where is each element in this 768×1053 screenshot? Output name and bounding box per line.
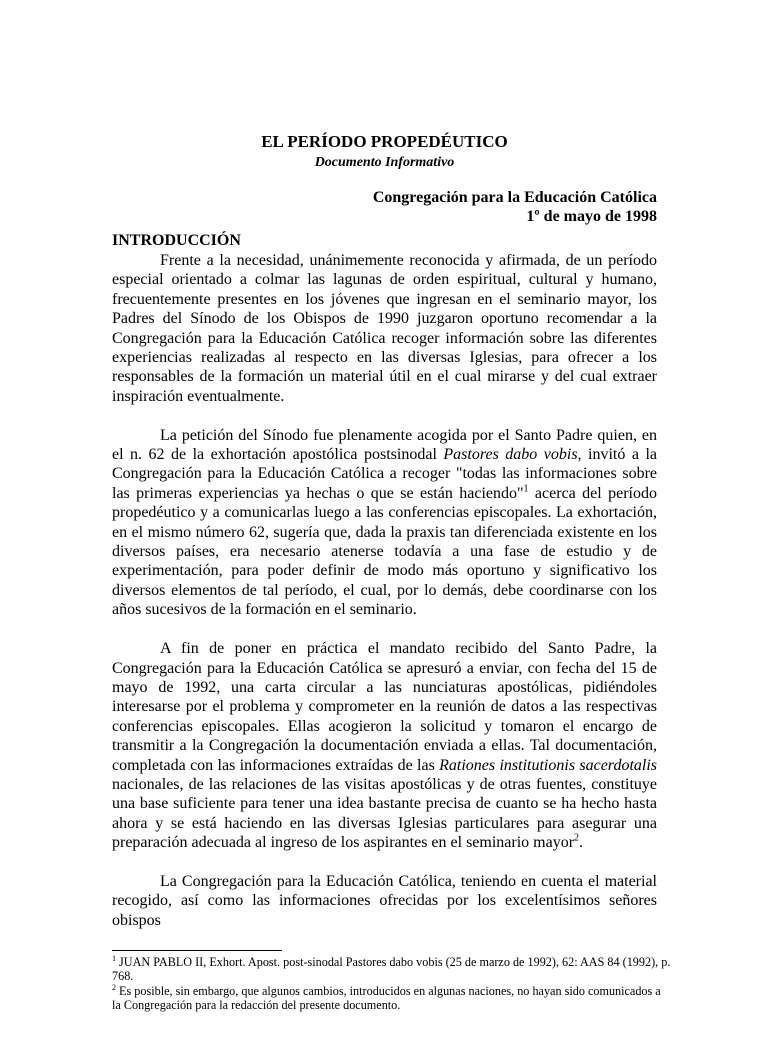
text: , invitó a la Congregación para la Educación Católica a recoger "todas las informaciones sobre las primeras experiencias ya hechas o que se están haciendo" [112, 446, 657, 502]
footnote-ref: 2 [574, 832, 580, 844]
footnote-ref: 1 [523, 483, 529, 495]
footnote-text: JUAN PABLO II, Exhort. Apost. post-sinodal Pastores dabo vobis (25 de marzo de 1992), 62: AAS 84 (1992), p. 768. [112, 954, 671, 984]
italic-title: Pastores dabo vobis [443, 446, 578, 464]
text: acerca del período propedéutico y a comunicarlas luego a las conferencias episcopales. La exhortación, en el mismo número 62, sugería que, dada la praxis tan diferenciada existente en los diversos países, era necesario atenerse todavía a una fase de estudio y de experimentación, para poder definir de modo más oportuno y significativo los diversos elementos de tal período, el cual, por lo demás, debe coordinarse con los años sucesivos de la formación en el seminario. [112, 484, 657, 619]
text: nacionales, de las relaciones de las visitas apostólicas y de otras fuentes, constituye una base suficiente para tener una idea bastante precisa de cuanto se ha hecho hasta ahora y se está haciendo en las diversas Iglesias particulares para asegurar una preparación adecuada al ingreso de los aspirantes en el seminario mayor [112, 775, 657, 852]
author: Congregación para la Educación Católica [372, 189, 657, 206]
footnote-number: 1 [112, 953, 116, 963]
italic-title: Rationes institutionis sacerdotalis [439, 756, 658, 774]
footnote-divider [112, 950, 282, 951]
text: . [579, 834, 584, 852]
footnote [112, 984, 672, 1013]
footnote-number: 2 [112, 982, 116, 992]
text: A fin de poner en práctica el mandato recibido del Santo Padre, la Congregación para la Educación Católica se apresuró a enviar, con fecha del 15 de mayo de 1992, una carta circular a las nunciaturas apostólicas, pidiéndoles interesarse por el problema y comprometer en la reunión de datos a las respectivas conferencias episcopales. Ellas acogieron la solicitud y tomaron el encargo de transmitir a la Congregación la documentación enviada a ellas. Tal documentación, completada con las informaciones extraídas de las [112, 640, 657, 774]
footnote [112, 955, 672, 984]
text: La Congregación para la Educación Católica, teniendo en cuenta el material recogido, así como las informaciones ofrecidas por los excelentísimos señores obispos [112, 872, 657, 929]
text: Frente a la necesidad, unánimemente reconocida y afirmada, de un período especial orientado a colmar las lagunas de orden espiritual, cultural y humano, frecuentemente presentes en los jóvenes que ingresan en el seminario mayor, los Padres del Sínodo de los Obispos de 1990 juzgaron oportuno recomendar a la Congregación para la Educación Católica recoger información sobre las diferentes experiencias realizadas al respecto en las diversas Iglesias, para ofrecer a los responsables de la formación un material útil en el cual mirarse y del cual extraer inspiración eventualmente. [112, 252, 657, 405]
paragraph [112, 251, 657, 406]
text: La petición del Sínodo fue plenamente acogida por el Santo Padre quien, en el n. 62 de la exhortación apostólica postsinodal [112, 426, 657, 464]
author-block [373, 188, 657, 227]
document-subtitle: Documento Informativo [314, 155, 455, 170]
footnotes [112, 955, 672, 1013]
body-text [112, 251, 657, 930]
document-title: EL PERÍODO PROPEDÉUTICO [261, 132, 508, 151]
paragraph [112, 426, 657, 620]
paragraph [112, 639, 657, 852]
footnote-text: Es posible, sin embargo, que algunos cambios, introducidos en algunas naciones, no hayan sido comunicados a la Congregación para la redacción del presente documento. [112, 983, 661, 1013]
date: 1º de mayo de 1998 [526, 208, 657, 226]
content-flow [112, 251, 671, 1053]
paragraph [112, 872, 657, 930]
section-heading: INTRODUCCIÓN [112, 232, 241, 249]
